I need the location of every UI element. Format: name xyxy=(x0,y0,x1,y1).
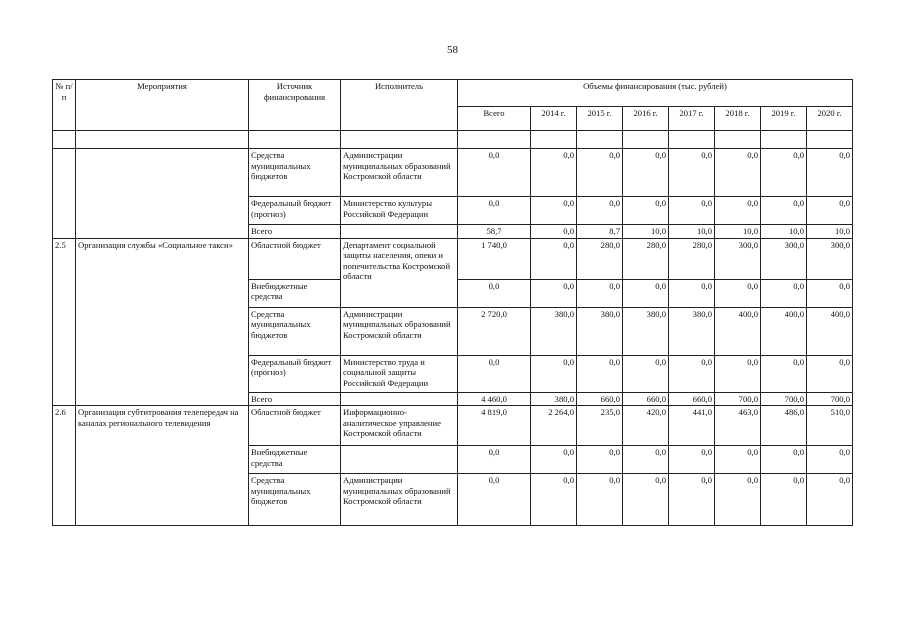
source-cell: Областной бюджет xyxy=(249,406,341,446)
value-cell: 0,0 xyxy=(577,355,623,392)
value-cell: 0,0 xyxy=(623,279,669,307)
value-cell: 0,0 xyxy=(761,149,807,197)
row-num-cell: 2.5 xyxy=(53,238,76,406)
value-cell: 0,0 xyxy=(807,279,853,307)
value-cell: 380,0 xyxy=(531,392,577,406)
value-cell: 10,0 xyxy=(807,225,853,239)
value-cell: 280,0 xyxy=(669,238,715,279)
value-cell: 463,0 xyxy=(715,406,761,446)
value-cell: 380,0 xyxy=(577,307,623,355)
value-cell: 0,0 xyxy=(531,197,577,225)
value-cell: 700,0 xyxy=(715,392,761,406)
value-cell: 0,0 xyxy=(458,197,531,225)
header-year: 2015 г. xyxy=(577,107,623,131)
source-cell: Федеральный бюджет (прогноз) xyxy=(249,355,341,392)
financing-table xyxy=(52,79,853,526)
row-num-cell: 2.6 xyxy=(53,406,76,526)
value-cell: 0,0 xyxy=(807,149,853,197)
value-cell: 0,0 xyxy=(715,279,761,307)
value-cell: 0,0 xyxy=(531,279,577,307)
header-executor: Исполнитель xyxy=(341,80,458,131)
executor-cell: Информационно-аналитическое управление Костромской области xyxy=(341,406,458,446)
value-cell: 0,0 xyxy=(623,355,669,392)
source-cell: Внебюджетные средства xyxy=(249,279,341,307)
value-cell: 4 819,0 xyxy=(458,406,531,446)
header-volumes: Объемы финансирования (тыс. рублей) xyxy=(458,80,853,107)
value-cell: 486,0 xyxy=(761,406,807,446)
value-cell: 700,0 xyxy=(761,392,807,406)
value-cell: 380,0 xyxy=(623,307,669,355)
measure-cell xyxy=(76,149,249,239)
value-cell: 0,0 xyxy=(531,474,577,526)
header-year: 2020 г. xyxy=(807,107,853,131)
value-cell: 0,0 xyxy=(715,474,761,526)
value-cell: 0,0 xyxy=(669,197,715,225)
value-cell: 280,0 xyxy=(623,238,669,279)
header-source: Источник финансирования xyxy=(249,80,341,131)
value-cell: 0,0 xyxy=(458,446,531,474)
value-cell: 0,0 xyxy=(715,355,761,392)
executor-cell xyxy=(341,225,458,239)
value-cell: 0,0 xyxy=(577,279,623,307)
source-cell: Всего xyxy=(249,225,341,239)
value-cell: 300,0 xyxy=(715,238,761,279)
value-cell: 0,0 xyxy=(669,149,715,197)
header-year: 2019 г. xyxy=(761,107,807,131)
value-cell: 0,0 xyxy=(577,197,623,225)
value-cell: 0,0 xyxy=(458,355,531,392)
executor-cell xyxy=(341,392,458,406)
source-cell: Всего xyxy=(249,392,341,406)
value-cell: 0,0 xyxy=(458,279,531,307)
value-cell: 0,0 xyxy=(623,149,669,197)
header-total: Всего xyxy=(458,107,531,131)
value-cell: 660,0 xyxy=(623,392,669,406)
value-cell: 0,0 xyxy=(531,238,577,279)
value-cell: 0,0 xyxy=(761,446,807,474)
value-cell: 0,0 xyxy=(577,446,623,474)
header-spacer-row xyxy=(53,131,853,149)
row-num-cell xyxy=(53,149,76,239)
value-cell: 380,0 xyxy=(531,307,577,355)
value-cell: 300,0 xyxy=(807,238,853,279)
value-cell: 235,0 xyxy=(577,406,623,446)
table-row xyxy=(53,406,853,446)
executor-cell: Министерство культуры Российской Федерации xyxy=(341,197,458,225)
value-cell: 400,0 xyxy=(807,307,853,355)
value-cell: 0,0 xyxy=(807,446,853,474)
value-cell: 0,0 xyxy=(807,197,853,225)
value-cell: 280,0 xyxy=(577,238,623,279)
value-cell: 510,0 xyxy=(807,406,853,446)
value-cell: 300,0 xyxy=(761,238,807,279)
value-cell: 0,0 xyxy=(531,149,577,197)
header-year: 2016 г. xyxy=(623,107,669,131)
value-cell: 0,0 xyxy=(623,197,669,225)
value-cell: 660,0 xyxy=(577,392,623,406)
value-cell: 0,0 xyxy=(669,279,715,307)
measure-cell: Организация службы «Социальное такси» xyxy=(76,238,249,406)
executor-cell: Администрации муниципальных образований Костромской области xyxy=(341,307,458,355)
value-cell: 0,0 xyxy=(715,149,761,197)
header-num: № п/п xyxy=(53,80,76,131)
page-number: 58 xyxy=(447,44,458,56)
value-cell: 0,0 xyxy=(458,149,531,197)
value-cell: 0,0 xyxy=(715,197,761,225)
value-cell: 0,0 xyxy=(531,446,577,474)
value-cell: 0,0 xyxy=(761,279,807,307)
executor-cell: Администрации муниципальных образований Костромской области xyxy=(341,474,458,526)
value-cell: 10,0 xyxy=(623,225,669,239)
value-cell: 700,0 xyxy=(807,392,853,406)
value-cell: 0,0 xyxy=(669,446,715,474)
value-cell: 400,0 xyxy=(761,307,807,355)
value-cell: 0,0 xyxy=(807,474,853,526)
value-cell: 380,0 xyxy=(669,307,715,355)
value-cell: 0,0 xyxy=(669,355,715,392)
source-cell: Средства муниципальных бюджетов xyxy=(249,307,341,355)
value-cell: 10,0 xyxy=(761,225,807,239)
value-cell: 0,0 xyxy=(623,474,669,526)
source-cell: Средства муниципальных бюджетов xyxy=(249,474,341,526)
source-cell: Федеральный бюджет (прогноз) xyxy=(249,197,341,225)
value-cell: 0,0 xyxy=(577,474,623,526)
executor-cell: Администрации муниципальных образований Костромской области xyxy=(341,149,458,197)
value-cell: 8,7 xyxy=(577,225,623,239)
value-cell: 0,0 xyxy=(715,446,761,474)
source-cell: Внебюджетные средства xyxy=(249,446,341,474)
value-cell: 420,0 xyxy=(623,406,669,446)
value-cell: 10,0 xyxy=(669,225,715,239)
header-year: 2018 г. xyxy=(715,107,761,131)
value-cell: 441,0 xyxy=(669,406,715,446)
value-cell: 0,0 xyxy=(577,149,623,197)
value-cell: 0,0 xyxy=(761,197,807,225)
header-measure: Мероприятия xyxy=(76,80,249,131)
header-year: 2017 г. xyxy=(669,107,715,131)
value-cell: 0,0 xyxy=(761,355,807,392)
value-cell: 2 720,0 xyxy=(458,307,531,355)
source-cell: Областной бюджет xyxy=(249,238,341,279)
value-cell: 0,0 xyxy=(623,446,669,474)
measure-cell: Организация субтитрования телепередач на каналах регионального телевидения xyxy=(76,406,249,526)
value-cell: 0,0 xyxy=(807,355,853,392)
table-row xyxy=(53,149,853,197)
value-cell: 0,0 xyxy=(531,355,577,392)
value-cell: 0,0 xyxy=(458,474,531,526)
executor-cell: Министерство труда и социальной защиты Российской Федерации xyxy=(341,355,458,392)
executor-cell: Департамент социальной защиты населения, опеки и попечительства Костромской области xyxy=(341,238,458,307)
value-cell: 10,0 xyxy=(715,225,761,239)
value-cell: 4 460,0 xyxy=(458,392,531,406)
table-row xyxy=(53,238,853,279)
value-cell: 400,0 xyxy=(715,307,761,355)
header-year: 2014 г. xyxy=(531,107,577,131)
value-cell: 2 264,0 xyxy=(531,406,577,446)
value-cell: 0,0 xyxy=(531,225,577,239)
value-cell: 0,0 xyxy=(669,474,715,526)
executor-cell xyxy=(341,446,458,474)
value-cell: 660,0 xyxy=(669,392,715,406)
source-cell: Средства муниципальных бюджетов xyxy=(249,149,341,197)
value-cell: 1 740,0 xyxy=(458,238,531,279)
value-cell: 58,7 xyxy=(458,225,531,239)
value-cell: 0,0 xyxy=(761,474,807,526)
